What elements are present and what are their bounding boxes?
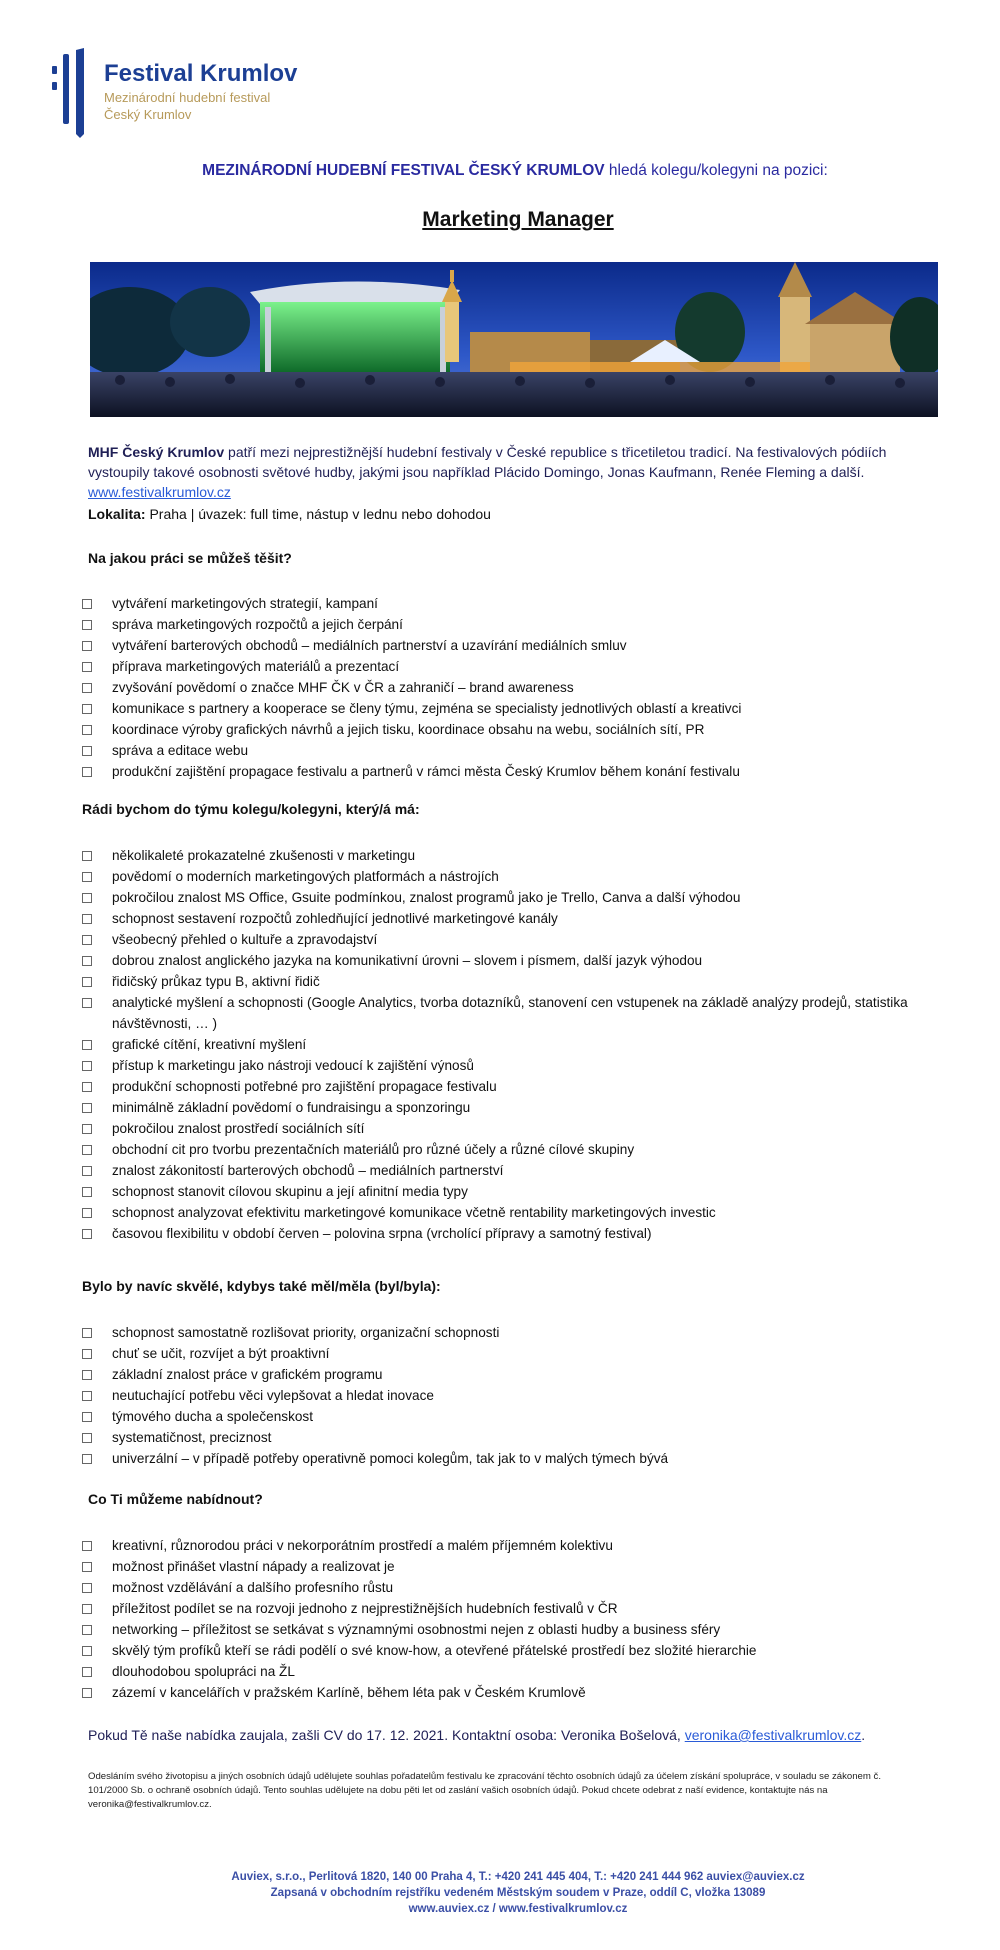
location-text: Praha | úvazek: full time, nástup v lednu nebo dohodou [145, 506, 491, 522]
logo-title: Festival Krumlov [104, 60, 298, 87]
location-line [88, 506, 491, 522]
headline [0, 162, 1000, 180]
checkbox-bullet-icon [82, 1541, 92, 1551]
checkbox-bullet-icon [82, 1328, 92, 1338]
list-item [82, 971, 952, 992]
list-item [82, 1406, 952, 1427]
list-item-text: minimálně základní povědomí o fundraisingu a sponzoringu [112, 1100, 471, 1115]
list-item [82, 1556, 952, 1577]
list-item-text: zvyšování povědomí o značce MHF ČK v ČR a zahraničí – brand awareness [112, 680, 574, 695]
list-item-text: networking – příležitost se setkávat s významnými osobnostmi nejen z oblasti hudby a business sféry [112, 1622, 721, 1637]
list-item [82, 1640, 952, 1661]
checkbox-bullet-icon [82, 1229, 92, 1239]
list-item [82, 1097, 952, 1118]
checkbox-bullet-icon [82, 1433, 92, 1443]
list-item [82, 740, 952, 761]
checkbox-bullet-icon [82, 1667, 92, 1677]
checkbox-bullet-icon [82, 1646, 92, 1656]
checkbox-bullet-icon [82, 893, 92, 903]
list-item [82, 1160, 952, 1181]
job-title: Marketing Manager [422, 208, 614, 231]
banner-illustration [90, 262, 938, 417]
list-item [82, 866, 952, 887]
list-item-text: povědomí o moderních marketingových platformách a nástrojích [112, 869, 499, 884]
list-item-text: vytváření barterových obchodů – mediálních partnerství a uzavírání mediálních smluv [112, 638, 627, 653]
checkbox-bullet-icon [82, 1562, 92, 1572]
checkbox-bullet-icon [82, 977, 92, 987]
consent-note: Odesláním svého životopisu a jiných osobních údajů udělujete souhlas pořadatelům festivalu ke zpracování těchto osobních údajů za účelem získání spolupráce, v souladu se zákonem č. 101/2000 Sb. o ochraně osobních údajů. Tento souhlas udělujete na dobu pěti let od zaslání vašich osobních údajů. Pokud chcete odebrat z naší evidence, kontaktujte nás na veronika@festivalkrumlov.cz. [88, 1771, 882, 1810]
list-item [82, 1448, 952, 1469]
contact-email-link[interactable]: veronika@festivalkrumlov.cz [684, 1727, 862, 1743]
checkbox-bullet-icon [82, 1187, 92, 1197]
checkbox-bullet-icon [82, 620, 92, 630]
list-item-text: přístup k marketingu jako nástroji vedoucí k zajištění výnosů [112, 1058, 474, 1073]
list-item-text: pokročilou znalost prostředí sociálních sítí [112, 1121, 365, 1136]
list-item-text: neutuchající potřebu věci vylepšovat a hledat inovace [112, 1388, 434, 1403]
closing-text: Pokud Tě naše nabídka zaujala, zašli CV do 17. 12. 2021. Kontaktní osoba: Veronika Bošelová, [88, 1727, 685, 1743]
list-item-text: příležitost podílet se na rozvoji jednoho z nejprestižnějších hudebních festivalů v ČR [112, 1601, 618, 1616]
list-item [82, 1181, 952, 1202]
list-item-text: všeobecný přehled o kultuře a zpravodajství [112, 932, 378, 947]
list-item [82, 1364, 952, 1385]
checkbox-bullet-icon [82, 1208, 92, 1218]
list-item-text: zázemí v kancelářích v pražském Karlíně, během léta pak v Českém Krumlově [112, 1685, 586, 1700]
checkbox-bullet-icon [82, 1454, 92, 1464]
checkbox-bullet-icon [82, 662, 92, 672]
checkbox-bullet-icon [82, 1166, 92, 1176]
list-item [82, 1322, 952, 1343]
checkbox-bullet-icon [82, 1604, 92, 1614]
intro-org: MHF Český Krumlov [88, 444, 225, 460]
logo-subtitle-1: Mezinárodní hudební festival [104, 90, 271, 105]
list-item [82, 908, 952, 929]
list-item-text: produkční schopnosti potřebné pro zajištění propagace festivalu [112, 1079, 497, 1094]
list-item-text: možnost přinášet vlastní nápady a realizovat je [112, 1559, 395, 1574]
list-item-text: produkční zajištění propagace festivalu a partnerů v rámci města Český Krumlov během konání festivalu [112, 764, 740, 779]
checkbox-bullet-icon [82, 1124, 92, 1134]
checkbox-bullet-icon [82, 914, 92, 924]
section-2-list [82, 845, 952, 1244]
list-item-text: možnost vzdělávání a dalšího profesního růstu [112, 1580, 394, 1595]
list-item [82, 719, 952, 740]
list-item [82, 1223, 952, 1244]
list-item [82, 677, 952, 698]
footer-line-1: Auviex, s.r.o., Perlitová 1820, 140 00 Praha 4, T.: +420 241 445 404, T.: +420 241 444 962 auviex@auviex.cz [231, 1871, 805, 1883]
section-3-list [82, 1322, 952, 1469]
list-item-text: týmového ducha a společenskost [112, 1409, 314, 1424]
festival-logo [52, 48, 312, 138]
list-item-text: kreativní, různorodou práci v nekorporátním prostředí a malém příjemném kolektivu [112, 1538, 613, 1553]
footer-line-2: Zapsaná v obchodním rejstříku vedeném Městským soudem v Praze, oddíl C, vložka 13089 [270, 1887, 766, 1899]
checkbox-bullet-icon [82, 704, 92, 714]
list-item [82, 698, 952, 719]
festival-krumlov-logo-icon [52, 48, 100, 138]
headline-org: MEZINÁRODNÍ HUDEBNÍ FESTIVAL ČESKÝ KRUMLOV [202, 162, 605, 179]
list-item [82, 614, 952, 635]
list-item-text: komunikace s partnery a kooperace se členy týmu, zejména se specialisty jednotlivých oblastí a kreativci [112, 701, 742, 716]
list-item [82, 1661, 952, 1682]
list-item-text: univerzální – v případě potřeby operativně pomoci kolegům, tak jak to v malých týmech bývá [112, 1451, 669, 1466]
checkbox-bullet-icon [82, 1412, 92, 1422]
list-item [82, 593, 952, 614]
checkbox-bullet-icon [82, 599, 92, 609]
checkbox-bullet-icon [82, 1688, 92, 1698]
list-item-text: základní znalost práce v grafickém programu [112, 1367, 383, 1382]
list-item [82, 1427, 952, 1448]
checkbox-bullet-icon [82, 1370, 92, 1380]
section-4-list [82, 1535, 952, 1703]
list-item-text: analytické myšlení a schopnosti (Google Analytics, tvorba dotazníků, stanovení cen vstupenek na základě analýzy prodejů, statistika návštěvnosti, … ) [112, 995, 908, 1031]
checkbox-bullet-icon [82, 725, 92, 735]
list-item [82, 950, 952, 971]
list-item [82, 992, 952, 1034]
list-item-text: znalost zákonitostí barterových obchodů – mediálních partnerství [112, 1163, 504, 1178]
list-item-text: obchodní cit pro tvorbu prezentačních materiálů pro různé účely a různé cílové skupiny [112, 1142, 635, 1157]
list-item [82, 656, 952, 677]
location-label: Lokalita: [88, 506, 146, 522]
list-item-text: několikaleté prokazatelné zkušenosti v marketingu [112, 848, 416, 863]
checkbox-bullet-icon [82, 1082, 92, 1092]
list-item [82, 845, 952, 866]
list-item [82, 1076, 952, 1097]
checkbox-bullet-icon [82, 1061, 92, 1071]
list-item [82, 929, 952, 950]
list-item [82, 635, 952, 656]
list-item [82, 1139, 952, 1160]
list-item [82, 1118, 952, 1139]
list-item-text: řidičský průkaz typu B, aktivní řidič [112, 974, 320, 989]
intro-text: patří mezi nejprestižnější hudební festivaly v České republice s třicetiletou tradicí. Na festivalových pódiích vystoupily takové osobnosti světové hudby, jakými jsou například Plácido Domingo, Jonas Kaufmann, Renée Fleming a další. [88, 444, 887, 480]
list-item-text: chuť se učit, rozvíjet a být proaktivní [112, 1346, 330, 1361]
list-item-text: dlouhodobou spolupráci na ŽL [112, 1664, 295, 1679]
list-item-text: dobrou znalost anglického jazyka na komunikativní úrovni – slovem i písmem, další jazyk výhodou [112, 953, 703, 968]
checkbox-bullet-icon [82, 641, 92, 651]
checkbox-bullet-icon [82, 1391, 92, 1401]
list-item [82, 1034, 952, 1055]
checkbox-bullet-icon [82, 851, 92, 861]
checkbox-bullet-icon [82, 767, 92, 777]
list-item [82, 1202, 952, 1223]
list-item [82, 1682, 952, 1703]
footer-line-3: www.auviex.cz / www.festivalkrumlov.cz [408, 1903, 628, 1915]
list-item-text: skvělý tým profíků kteří se rádi podělí o své know-how, a otevřené přátelské prostředí bez složité hierarchie [112, 1643, 757, 1658]
section-1-list [82, 593, 952, 782]
festival-website-link[interactable]: www.festivalkrumlov.cz [88, 484, 231, 500]
checkbox-bullet-icon [82, 1040, 92, 1050]
list-item-text: schopnost sestavení rozpočtů zohledňující jednotlivé marketingové kanály [112, 911, 558, 926]
list-item-text: grafické cítění, kreativní myšlení [112, 1037, 307, 1052]
list-item-text: schopnost samostatně rozlišovat priority, organizační schopnosti [112, 1325, 500, 1340]
list-item-text: schopnost stanovit cílovou skupinu a její afinitní media typy [112, 1184, 468, 1199]
checkbox-bullet-icon [82, 746, 92, 756]
list-item [82, 1619, 952, 1640]
checkbox-bullet-icon [82, 1145, 92, 1155]
intro-paragraph [88, 442, 948, 502]
checkbox-bullet-icon [82, 1583, 92, 1593]
list-item [82, 1598, 952, 1619]
headline-rest: hledá kolegu/kolegyni na pozici: [604, 162, 828, 179]
list-item [82, 1343, 952, 1364]
list-item-text: správa a editace webu [112, 743, 249, 758]
list-item-text: příprava marketingových materiálů a prezentací [112, 659, 400, 674]
checkbox-bullet-icon [82, 872, 92, 882]
list-item [82, 761, 952, 782]
list-item [82, 1577, 952, 1598]
section-1-heading: Na jakou práci se můžeš těšit? [88, 550, 292, 566]
list-item [82, 887, 952, 908]
list-item-text: systematičnost, preciznost [112, 1430, 272, 1445]
checkbox-bullet-icon [82, 1103, 92, 1113]
closing-end: . [861, 1727, 866, 1743]
section-3-heading: Bylo by navíc skvělé, kdybys také měl/měla (byl/byla): [82, 1278, 441, 1294]
logo-subtitle-2: Český Krumlov [104, 107, 192, 122]
list-item [82, 1535, 952, 1556]
checkbox-bullet-icon [82, 998, 92, 1008]
list-item-text: časovou flexibilitu v období červen – polovina srpna (vrcholící přípravy a samotný festival) [112, 1226, 652, 1241]
list-item-text: schopnost analyzovat efektivitu marketingové komunikace včetně rentability marketingových investic [112, 1205, 716, 1220]
checkbox-bullet-icon [82, 1349, 92, 1359]
checkbox-bullet-icon [82, 935, 92, 945]
closing-line [88, 1727, 865, 1743]
section-4-heading: Co Ti můžeme nabídnout? [88, 1491, 263, 1507]
list-item [82, 1385, 952, 1406]
section-2-heading: Rádi bychom do týmu kolegu/kolegyni, který/á má: [82, 801, 420, 817]
list-item [82, 1055, 952, 1076]
checkbox-bullet-icon [82, 1625, 92, 1635]
list-item-text: vytváření marketingových strategií, kampaní [112, 596, 378, 611]
list-item-text: koordinace výroby grafických návrhů a jejich tisku, koordinace obsahu na webu, sociálních sítí, PR [112, 722, 705, 737]
list-item-text: správa marketingových rozpočtů a jejich čerpání [112, 617, 403, 632]
festival-banner-photo [90, 262, 938, 417]
list-item-text: pokročilou znalost MS Office, Gsuite podmínkou, znalost programů jako je Trello, Canva a další výhodou [112, 890, 741, 905]
checkbox-bullet-icon [82, 683, 92, 693]
checkbox-bullet-icon [82, 956, 92, 966]
